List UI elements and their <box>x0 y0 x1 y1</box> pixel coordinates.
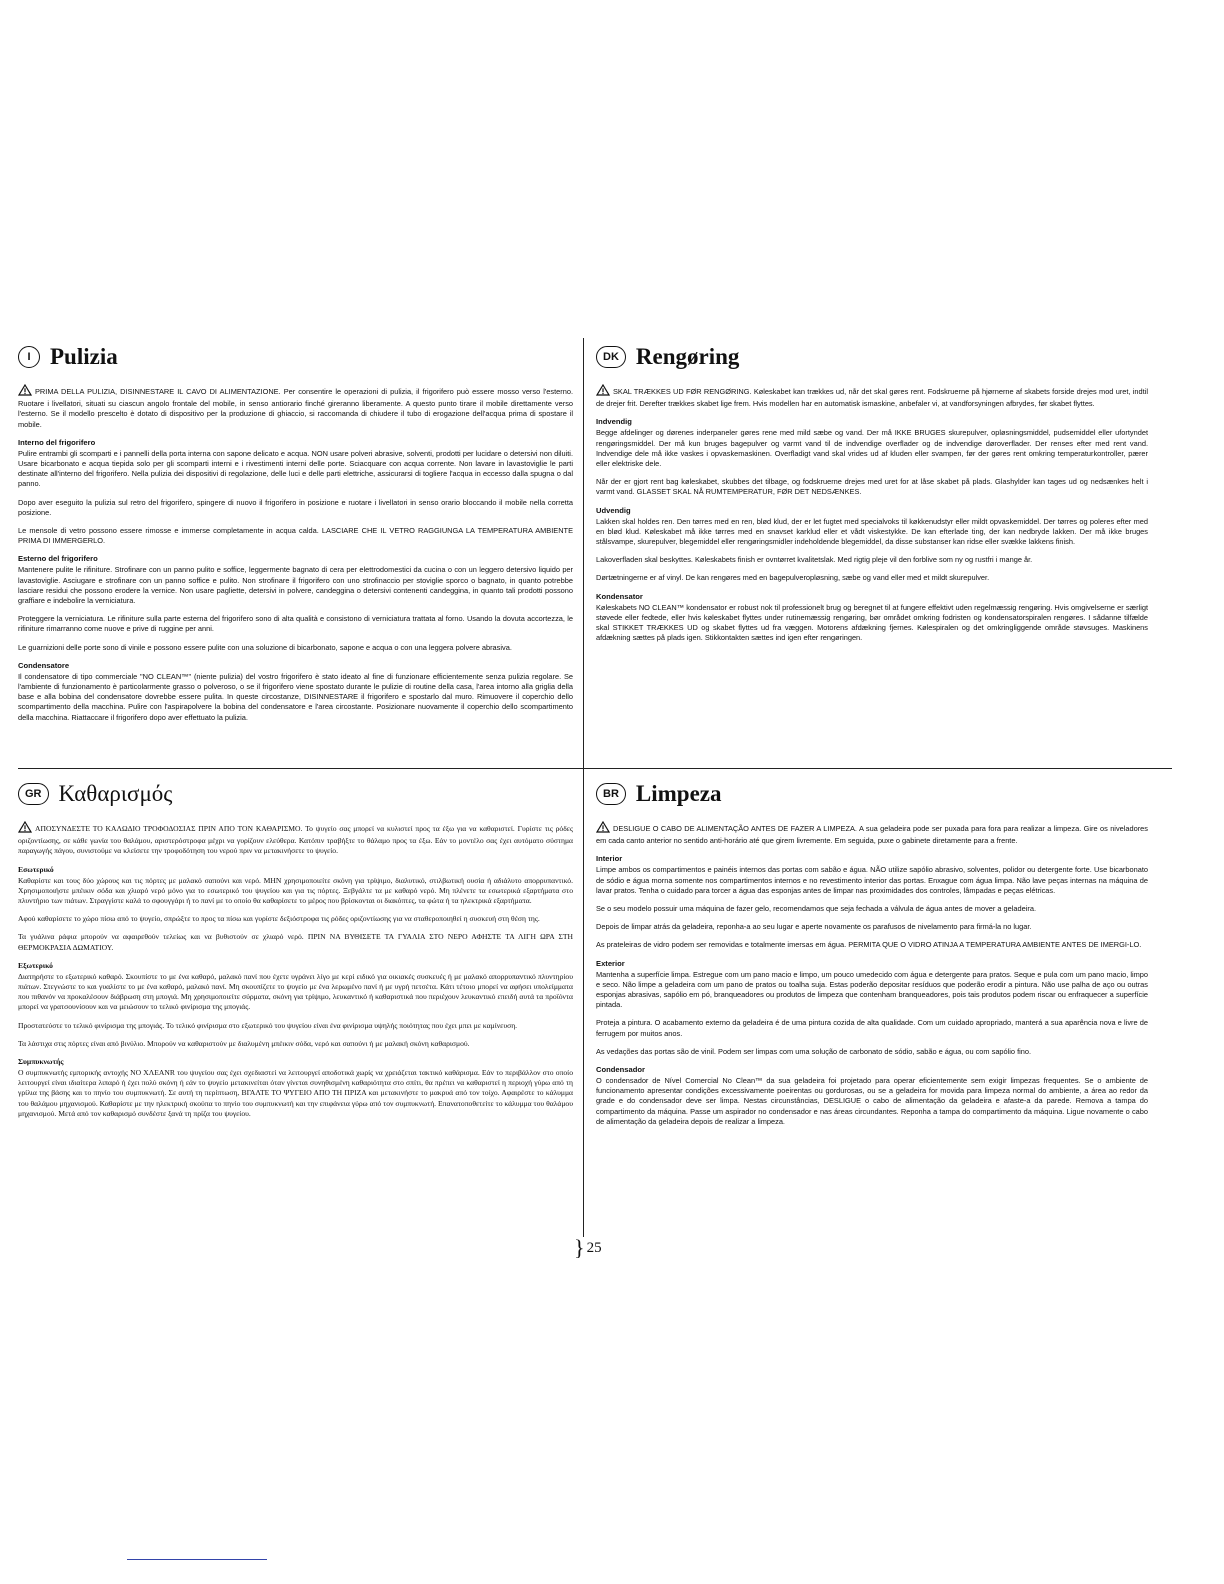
subheading-interior: Interior <box>596 854 623 864</box>
language-badge: BR <box>596 783 626 805</box>
subheading-condenser: Kondensator <box>596 591 643 601</box>
manual-page <box>18 338 1172 1237</box>
language-badge: DK <box>596 346 626 368</box>
warning-text: ΑΠΟΣΥΝΔΕΣΤΕ ΤΟ ΚΑΛΩΔΙΟ ΤΡΟΦΟΔΟΣΙΑΣ ΠΡΙΝ ΑΠΟ ΤΟΝ ΚΑΘΑΡΙΣΜΟ. Το ψυγείο σας μπορεί να κυλιστεί προς τα έξω για να καθαριστεί. Γυρίστε τις ρόδες οριζοντίωσης, σε κάθε γωνία του θαλάμου, αριστερόστροφα μέχρι να γυρίζουν ελεύθερα. Κατόπιν τραβήξτε το θάλαμο προς τα έξω. Εάν το μοντέλο σας έχει αυτόματο σύστημα παραγωγής πάγου, συνιστούμε να κλείσετε την τροφοδότηση του νερού πριν να μετακινήσετε το ψυγείο. <box>18 824 573 856</box>
subheading-exterior: Exterior <box>596 958 625 968</box>
paragraph: As prateleiras de vidro podem ser removidas e totalmente imersas em água. PERMITA QUE O VIDRO ATINJA A TEMPERATURA AMBIENTE ANTES DE IMERGI-LO. <box>596 940 1142 950</box>
paragraph: Dørtætningerne er af vinyl. De kan rengøres med en bagepulveropløsning, sæbe og vand eller med et mildt skurepulver. <box>596 573 990 583</box>
paragraph: Proteggere la verniciatura. Le rifiniture sulla parte esterna del frigorifero sono di alta qualità e consistono di verniciatura trattata al forno. Usando la dovuta accortezza, le rifiniture rimarranno come nuove e prive di ruggine per anni. <box>18 614 573 634</box>
paragraph: Lakoverfladen skal beskyttes. Køleskabets finish er ovntørret kvalitetslak. Med rigtig pleje vil den forblive som ny og rustfri i mange år. <box>596 555 1033 565</box>
warning-icon <box>18 821 32 836</box>
warning-icon <box>596 384 610 399</box>
subheading-interior: Indvendig <box>596 417 632 427</box>
section-title: Pulizia <box>50 344 118 369</box>
paragraph: Køleskabets NO CLEAN™ kondensator er robust nok til professionelt brug og beregnet til at fungere effektivt uden regelmæssig rengøring. Hvis omgivelserne er særligt støvede eller fedtede, eller hvis køleskabet flyttes under rutinemæssig rengøring, bør området omkring fodristen og kondensatorspiralen rengøres. I sådanne tilfælde skal STIKKET TRÆKKES UD og skabet flyttes ud fra væggen. Motorens afdækning fjernes. Kølespiralen og det omkringliggende område støvsuges. Maskinens afdækning sættes på plads igen. Stikkontakten sættes ind igen efter rengøringen. <box>596 602 1148 643</box>
paragraph: Dopo aver eseguito la pulizia sul retro del frigorifero, spingere di nuovo il frigorifero in posizione e ruotare i livellatori in senso orario bloccando il mobile nella corretta posizione. <box>18 497 573 517</box>
paragraph: Ο συμπυκνωτής εμπορικής αντοχής NO ΧΛΕΑΝR του ψυγείου σας έχει σχεδιαστεί να λειτουργεί αποδοτικά χωρίς να χρειάζεται τακτικό καθάρισμα. Εάν το περιβάλλον στο οποίο λειτουργεί είναι ιδιαίτερα λιπαρό ή έχει πολύ σκόνη ή εάν το ψυγείο μετακινείται όταν γίνεται συνηθισμένη καθαριότητα στο σπίτι, θα πρέπει να καθαριστεί η περιοχή γύρω από τη γρίλια της βάσης και το πηνίο του συμπυκνωτή. Σε αυτή τη περίπτωση, ΒΓΑΛΤΕ ΤΟ ΨΥΓΕΙΟ ΑΠΟ ΤΗ ΠΡΙΖΑ και μετακινήστε το μακρυά από τον τοίχο. Αφαιρέστε το κάλυμμα του θαλάμου μηχανισμού. Καθαρίστε με την ηλεκτρική σκούπα το πηνίο του συμπυκνωτή και την επιφάνεια γύρω από τον συμπυκνωτή. Επανατοποθετείτε το κάλυμμα του θαλάμου μηχανισμού. Μετά από τον καθαρισμό συνδέστε ξανά τη πρίζα του ψυγείου. <box>18 1068 573 1118</box>
section-title: Καθαρισμός <box>58 781 173 806</box>
subheading-exterior: Εξωτερικό <box>18 960 53 970</box>
page-number-text: 25 <box>586 1239 602 1256</box>
paragraph: Διατηρήστε το εξωτερικό καθαρό. Σκουπίστε το με ένα καθαρό, μαλακό πανί που έχετε υγράνει λίγο με κερί ειδικό για οικιακές συσκευές ή με μαλακό απορρυπαντικό πλυντηρίου πιάτων. Στεγνώστε το και γυαλίστε το με ένα καθαρό, μαλακό πανί. Μη σκουπίζετε το ψυγείο με ένα λερωμένο πανί ή με υγρή πετσέτα. Κάτι τέτοιο μπορεί να αφήσει υπολείμματα που πιθανόν να προκαλέσουν διάβρωση στη μπογιά. Μη χρησιμοποιείτε σύρματα, σκόνη για τρίψιμο, λευκαντικό ή καθαριστικά που περιέχουν λευκαντικό επειδή αυτά τα προϊόντα μπορεί να γρατσουνίσουν και να μειώσουν το τελικό φινίρισμα της μπογιάς. <box>18 971 573 1012</box>
language-badge: I <box>18 346 40 368</box>
subheading-condenser: Συμπυκνωτής <box>18 1057 64 1067</box>
paragraph: Når der er gjort rent bag køleskabet, skubbes det tilbage, og fodskruerne drejes med uret for at låse skabet på plads. Glashylder kan tages ud og nedsænkes helt i varmt vand. GLASSET SKAL NÅ RUMTEMPERATUR, FØR DET NEDSÆNKES. <box>596 477 1148 497</box>
section-danish <box>583 338 1148 768</box>
section-header <box>18 340 573 374</box>
warning-paragraph <box>596 384 1148 409</box>
section-header <box>596 340 1148 374</box>
paragraph: Le mensole di vetro possono essere rimosse e immerse completamente in acqua calda. LASCIARE CHE IL VETRO RAGGIUNGA LA TEMPERATURA AMBIENTE PRIMA DI IMMERGERLO. <box>18 526 573 546</box>
section-italian <box>18 338 583 768</box>
paragraph: Lakken skal holdes ren. Den tørres med en ren, blød klud, der er let fugtet med specialvoks til køkkenudstyr eller mildt opvaskemiddel. Der tørres og poleres efter med en blød klud. Køleskabet må ikke tørres med en snavset karklud eller et vådt viskestykke. De kan efterlade ting, der kan nedbryde lakken. Der må ikke bruges stålsvampe, skurepulver, blegemiddel eller rengøringsmidler indeholdende blegemiddel, da disse substanser kan ridse eller svække lakkens finish. <box>596 516 1148 547</box>
paragraph: Il condensatore di tipo commerciale "NO CLEAN™" (niente pulizia) del vostro frigorifero è stato ideato al fine di funzionare efficientemente senza pulizia regolare. Se l'ambiente di funzionamento è particolarmente grasso o polveroso, o se il frigorifero viene spostato durante le pulizie di routine della casa, l'area intorno alla griglia della base e alla bobina del condensatore dovrebbe essere pulita. In queste circostanze, DISINNESTARE il frigorifero e spostarlo dal muro. Rimuovere il coperchio dello scompartimento della macchina. Pulire con l'aspirapolvere la bobina del condensatore e l'area circostante. Posizionare nuovamente il coperchio dello scompartimento della macchina. Riattaccare il frigorifero dopo aver effettuato la pulizia. <box>18 671 573 722</box>
top-row <box>18 338 1172 769</box>
section-header <box>18 777 573 811</box>
warning-icon <box>596 821 610 836</box>
bottom-row <box>18 769 1172 1237</box>
section-header <box>596 777 1148 811</box>
paragraph: Le guarnizioni delle porte sono di vinile e possono essere pulite con una soluzione di bicarbonato, sapone e acqua o con una leggera polvere abrasiva. <box>18 642 512 652</box>
paragraph: Se o seu modelo possuir uma máquina de fazer gelo, recomendamos que seja fechada a válvula de água antes de mover a geladeira. <box>596 904 1037 914</box>
subheading-exterior: Udvendig <box>596 505 631 515</box>
paragraph: Τα γυάλινα ράφια μπορούν να αφαιρεθούν τελείως και να βυθιστούν σε χλιαρό νερό. ΠΡΙΝ ΝΑ ΒΥΘΙΣΕΤΕ ΤΑ ΓΥΑΛΙΑ ΣΤΟ ΝΕΡΟ ΑΦΗΣΤΕ ΤΑ ΛΙΓΗ ΩΡΑ ΣΤΗ ΘΕΡΜΟΚΡΑΣΙΑ ΔΩΜΑΤΙΟΥ. <box>18 932 573 952</box>
warning-icon <box>18 384 32 399</box>
subheading-interior: Εσωτερικό <box>18 864 54 874</box>
brace-icon: } <box>574 1235 585 1260</box>
paragraph: Depois de limpar atrás da geladeira, reponha-a ao seu lugar e aperte novamente os parafusos de nivelamento para firmá-la no lugar. <box>596 922 1032 932</box>
subheading-exterior: Esterno del frigorifero <box>18 554 98 564</box>
paragraph: Προστατεύστε το τελικό φινίρισμα της μπογιάς. Το τελικό φινίρισμα στο εξωτερικό του ψυγείου είναι ένα φινίρισμα υψηλής ποιότητας που έχει μπει με καμίνευση. <box>18 1020 518 1030</box>
section-portuguese <box>583 769 1148 1237</box>
paragraph: Proteja a pintura. O acabamento externo da geladeira é de uma pintura cozida de alta qualidade. Com um cuidado apropriado, manterá a sua aparência nova e livre de ferrugem por muitos anos. <box>596 1018 1148 1038</box>
language-badge: GR <box>18 783 49 805</box>
paragraph: Mantenha a superfície limpa. Estregue com um pano macio e limpo, um pouco umedecido com água e detergente para pratos. Seque e pula com um pano macio, limpo e seco. Não limpe a geladeira com um pano de pratos ou toalha suja. Estas poderão depositar resíduos que poderão erodir a pintura. Não use palha de aço ou outras esponjas abrasivas, sapólio em pó, branqueadores ou produtos de limpeza que contenham branqueadores, pois tais produtos podem riscar ou enfraquecer a superfície pintada. <box>596 969 1148 1010</box>
paragraph: Καθαρίστε και τους δύο χώρους και τις πόρτες με μαλακό σαπούνι και νερό. ΜΗΝ χρησιμοποιείτε σκόνη για τρίψιμο, διαλυτικό, στιλβωτική ουσία ή αδιάλυτο απορρυπαντικό. Χρησιμοποιήστε μπέικιν σόδα και χλιαρό νερό μόνο για το εσωτερικό του ψυγείου και για τις πόρτες. Ξεβγάλτε τα με καθαρό νερό. Μη πλένετε τα εσωτερικά εξαρτήματα στο πλυντήριο των πιάτων. Στραγγίστε καλά το σφουγγάρι ή το πανί με το οποίο θα καθαρίσετε το μέρος που βρίσκονται οι διακόπτες, τα φώτα ή τα ηλεκτρικά εξαρτήματα. <box>18 875 573 906</box>
page-number <box>574 1237 602 1259</box>
warning-text: SKAL TRÆKKES UD FØR RENGØRING. Køleskabet kan trækkes ud, når det skal gøres rent. Fodskruerne på hjørnerne af skabets forside drejes mod uret, indtil de drejer frit. Derefter trækkes skabet lige frem. Hvis modellen har en automatisk ismaskine, anbefaler vi, at vandforsyningen afbrydes, før skabet flyttes. <box>596 387 1148 409</box>
section-title: Limpeza <box>635 781 722 806</box>
section-greek <box>18 769 583 1237</box>
warning-paragraph <box>18 384 573 430</box>
section-title: Rengøring <box>635 344 740 369</box>
subheading-interior: Interno del frigorifero <box>18 437 96 447</box>
paragraph: Pulire entrambi gli scomparti e i pannelli della porta interna con sapone delicato e acqua. NON usare polveri abrasive, solventi, prodotti per lucidare o detersivi non diluiti. Usare bicarbonato e acqua tiepida solo per gli scomparti interni e i rivestimenti interni delle porte. Sciacquare con acqua corrente. Non lavare in lavastoviglie le parti destinate all'interno del frigorifero. Nella pulizia dei dispositivi di regolazione, delle luci e delle parti elettriche, assicurarsi di togliere l'acqua in eccesso dalla spugna o dal panno. <box>18 448 573 489</box>
paragraph: Τα λάστιχα στις πόρτες είναι από βινύλιο. Μπορούν να καθαριστούν με διαλυμένη μπέικιν σόδα, νερό και σαπούνι ή με μαλακή σκόνη καθαρισμού. <box>18 1038 470 1048</box>
footer-rule <box>127 1559 267 1560</box>
paragraph: Begge afdelinger og dørenes inderpaneler gøres rene med mild sæbe og vand. Der må IKKE BRUGES skurepulver, opløsningsmiddel, pudsemiddel eller ufortyndet rengøringsmiddel. Der må kun bruges bagepulver og varmt vand til de indvendige overflader og de indvendige døroverflader. Der renses efter med rent vand. Indvendige dele må ikke vaskes i opvaskemaskinen. Overfladigt vand skal vrides ud af kluden eller svampen, før der gøres rent omkring temperaturkontroller, pærer eller elektriske dele. <box>596 428 1148 469</box>
paragraph: Mantenere pulite le rifiniture. Strofinare con un panno pulito e soffice, leggermente bagnato di cera per elettrodomestici da cucina o con un leggero detersivo liquido per lavastoviglie. Asciugare e strofinare con un panno soffice e pulito. Non strofinare il frigorifero con uno strofinaccio per stoviglie sporco o bagnato, in quanto potrebbe lasciare residui che possono erodere la vernice. Non usare pagliette, detersivi in polvere, candeggina o detersivi contenenti candeggina, in quanto tali prodotti possono graffiare e indebolire la verniciatura. <box>18 565 573 606</box>
paragraph: O condensador de Nível Comercial No Clean™ da sua geladeira foi projetado para operar eficientemente sem exigir limpezas frequentes. Se o ambiente de funcionamento apresentar condições excessivamente poeirentas ou gordurosas, ou se a geladeira for movida para limpeza normal do ambiente, a área ao redor da grade e do condensador deve ser limpa. Nestas circunstâncias, DESLIGUE o cabo de alimentação da geladeira e afaste-a da parede. Remova a tampa do compartimento da máquina. Passe um aspirador no condensador e nas áreas circundantes. Reponha a tampa do compartimento da máquina. Ligue novamente o cabo de alimentação da geladeira depois de realizar a limpeza. <box>596 1076 1148 1126</box>
paragraph: Αφού καθαρίσετε το χώρο πίσω από το ψυγείο, σπρώξτε το προς τα πίσω και γυρίστε δεξιόστροφα τις ρόδες οριζοντίωσης για να σταθεροποιηθεί η συσκευή στη θέση της. <box>18 914 540 924</box>
subheading-condenser: Condensador <box>596 1065 645 1075</box>
subheading-condenser: Condensatore <box>18 660 70 670</box>
warning-paragraph <box>596 821 1148 846</box>
warning-paragraph <box>18 821 573 857</box>
warning-text: PRIMA DELLA PULIZIA, DISINNESTARE IL CAVO DI ALIMENTAZIONE. Per consentire le operazioni di pulizia, il frigorifero può essere mosso verso l'esterno. Ruotare i livellatori, situati su ciascun angolo frontale del mobile, in senso antiorario finché gireranno liberamente. A questo punto tirare il mobile direttamente verso l'esterno. Se il modello prescelto è dotato di dispositivo per la produzione di ghiaccio, si raccomanda di chiudere il tubo di erogazione dell'acqua prima di spostare il mobile. <box>18 387 573 429</box>
paragraph: Limpe ambos os compartimentos e painéis internos das portas com sabão e água. NÃO utilize sapólio abrasivo, solventes, polidor ou detergente forte. Use bicarbonato de sódio e água morna somente nos compartimentos internos e no revestimento interior das portas. Enxague com água limpa. Não lave peças internas na máquina de lavar pratos. Tenha o cuidado para torcer a água das esponjas antes de limpar nas proximidades dos controles, lâmpadas e peças elétricas. <box>596 865 1148 895</box>
paragraph: As vedações das portas são de vinil. Podem ser limpas com uma solução de carbonato de sódio, sabão e água, ou com sapólio fino. <box>596 1046 1032 1056</box>
warning-text: DESLIGUE O CABO DE ALIMENTAÇÃO ANTES DE FAZER A LIMPEZA. A sua geladeira pode ser puxada para fora para realizar a limpeza. Gire os niveladores em cada canto anterior no sentido anti-horário até que girem livremente. Em seguida, puxe o gabinete diretamente para a frente. <box>596 824 1148 846</box>
